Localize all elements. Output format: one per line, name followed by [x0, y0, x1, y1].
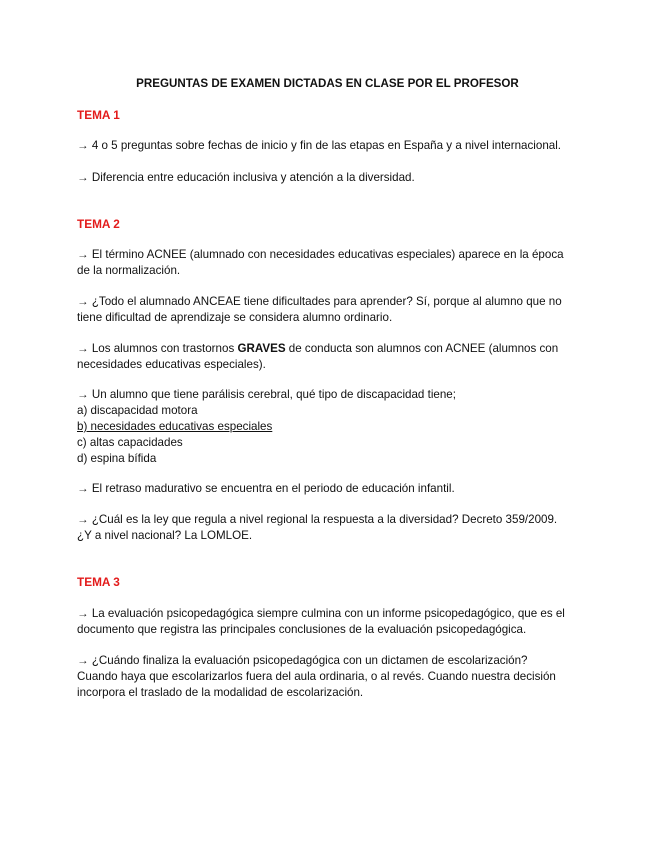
text-line: incorpora el traslado de la modalidad de escolarización.: [77, 686, 364, 699]
answer-option-d: d) espina bífida: [77, 452, 157, 465]
section-heading-tema-3: TEMA 3: [77, 575, 120, 589]
document-title: PREGUNTAS DE EXAMEN DICTADAS EN CLASE POR EL PROFESOR: [136, 77, 519, 90]
tema-2-question-3: [77, 341, 582, 373]
tema-2-question-4: [77, 387, 582, 467]
tema-2-question-5: [77, 481, 582, 497]
question-stem: → Un alumno que tiene parálisis cerebral, qué tipo de discapacidad tiene;: [77, 388, 456, 401]
answer-option-c: c) altas capacidades: [77, 436, 183, 449]
tema-2-question-1: [77, 247, 582, 279]
section-heading-tema-1: TEMA 1: [77, 108, 120, 122]
text-line: → 4 o 5 preguntas sobre fechas de inicio y fin de las etapas en España y a nivel internacional.: [77, 139, 562, 152]
text-line: Cuando haya que escolarizarlos fuera del aula ordinaria, o al revés. Cuando nuestra decisión: [77, 670, 556, 683]
answer-option-a: a) discapacidad motora: [77, 404, 198, 417]
tema-3-question-1: [77, 606, 582, 638]
text-fragment: → Los alumnos con trastornos: [77, 342, 238, 355]
tema-3-question-2: [77, 653, 582, 701]
text-line: [77, 341, 582, 357]
text-line: de la normalización.: [77, 264, 181, 277]
tema-1-question-2: [77, 170, 582, 186]
text-line: → ¿Cuándo finaliza la evaluación psicopedagógica con un dictamen de escolarización?: [77, 654, 528, 667]
tema-2-question-6: [77, 512, 582, 544]
text-line: tiene dificultad de aprendizaje se considera alumno ordinario.: [77, 311, 393, 324]
text-line: necesidades educativas especiales).: [77, 358, 266, 371]
text-line: → ¿Todo el alumnado ANCEAE tiene dificultades para aprender? Sí, porque al alumno que no: [77, 295, 562, 308]
text-line: → La evaluación psicopedagógica siempre culmina con un informe psicopedagógico, que es el: [77, 607, 565, 620]
text-line: → ¿Cuál es la ley que regula a nivel regional la respuesta a la diversidad? Decreto 359/2009.: [77, 513, 558, 526]
emphasis-graves: GRAVES: [237, 342, 286, 355]
section-heading-tema-2: TEMA 2: [77, 217, 120, 231]
text-line: → Diferencia entre educación inclusiva y atención a la diversidad.: [77, 171, 415, 184]
text-line: → El retraso madurativo se encuentra en el periodo de educación infantil.: [77, 482, 455, 495]
text-line: → El término ACNEE (alumnado con necesidades educativas especiales) aparece en la época: [77, 248, 564, 261]
text-fragment: de conducta son alumnos con ACNEE (alumnos con: [285, 342, 559, 355]
answer-option-b-correct: b) necesidades educativas especiales: [77, 420, 273, 433]
text-line: ¿Y a nivel nacional? La LOMLOE.: [77, 529, 253, 542]
text-line: documento que registra las principales conclusiones de la evaluación psicopedagógica.: [77, 623, 527, 636]
tema-2-question-2: [77, 294, 582, 326]
tema-1-question-1: [77, 138, 582, 154]
